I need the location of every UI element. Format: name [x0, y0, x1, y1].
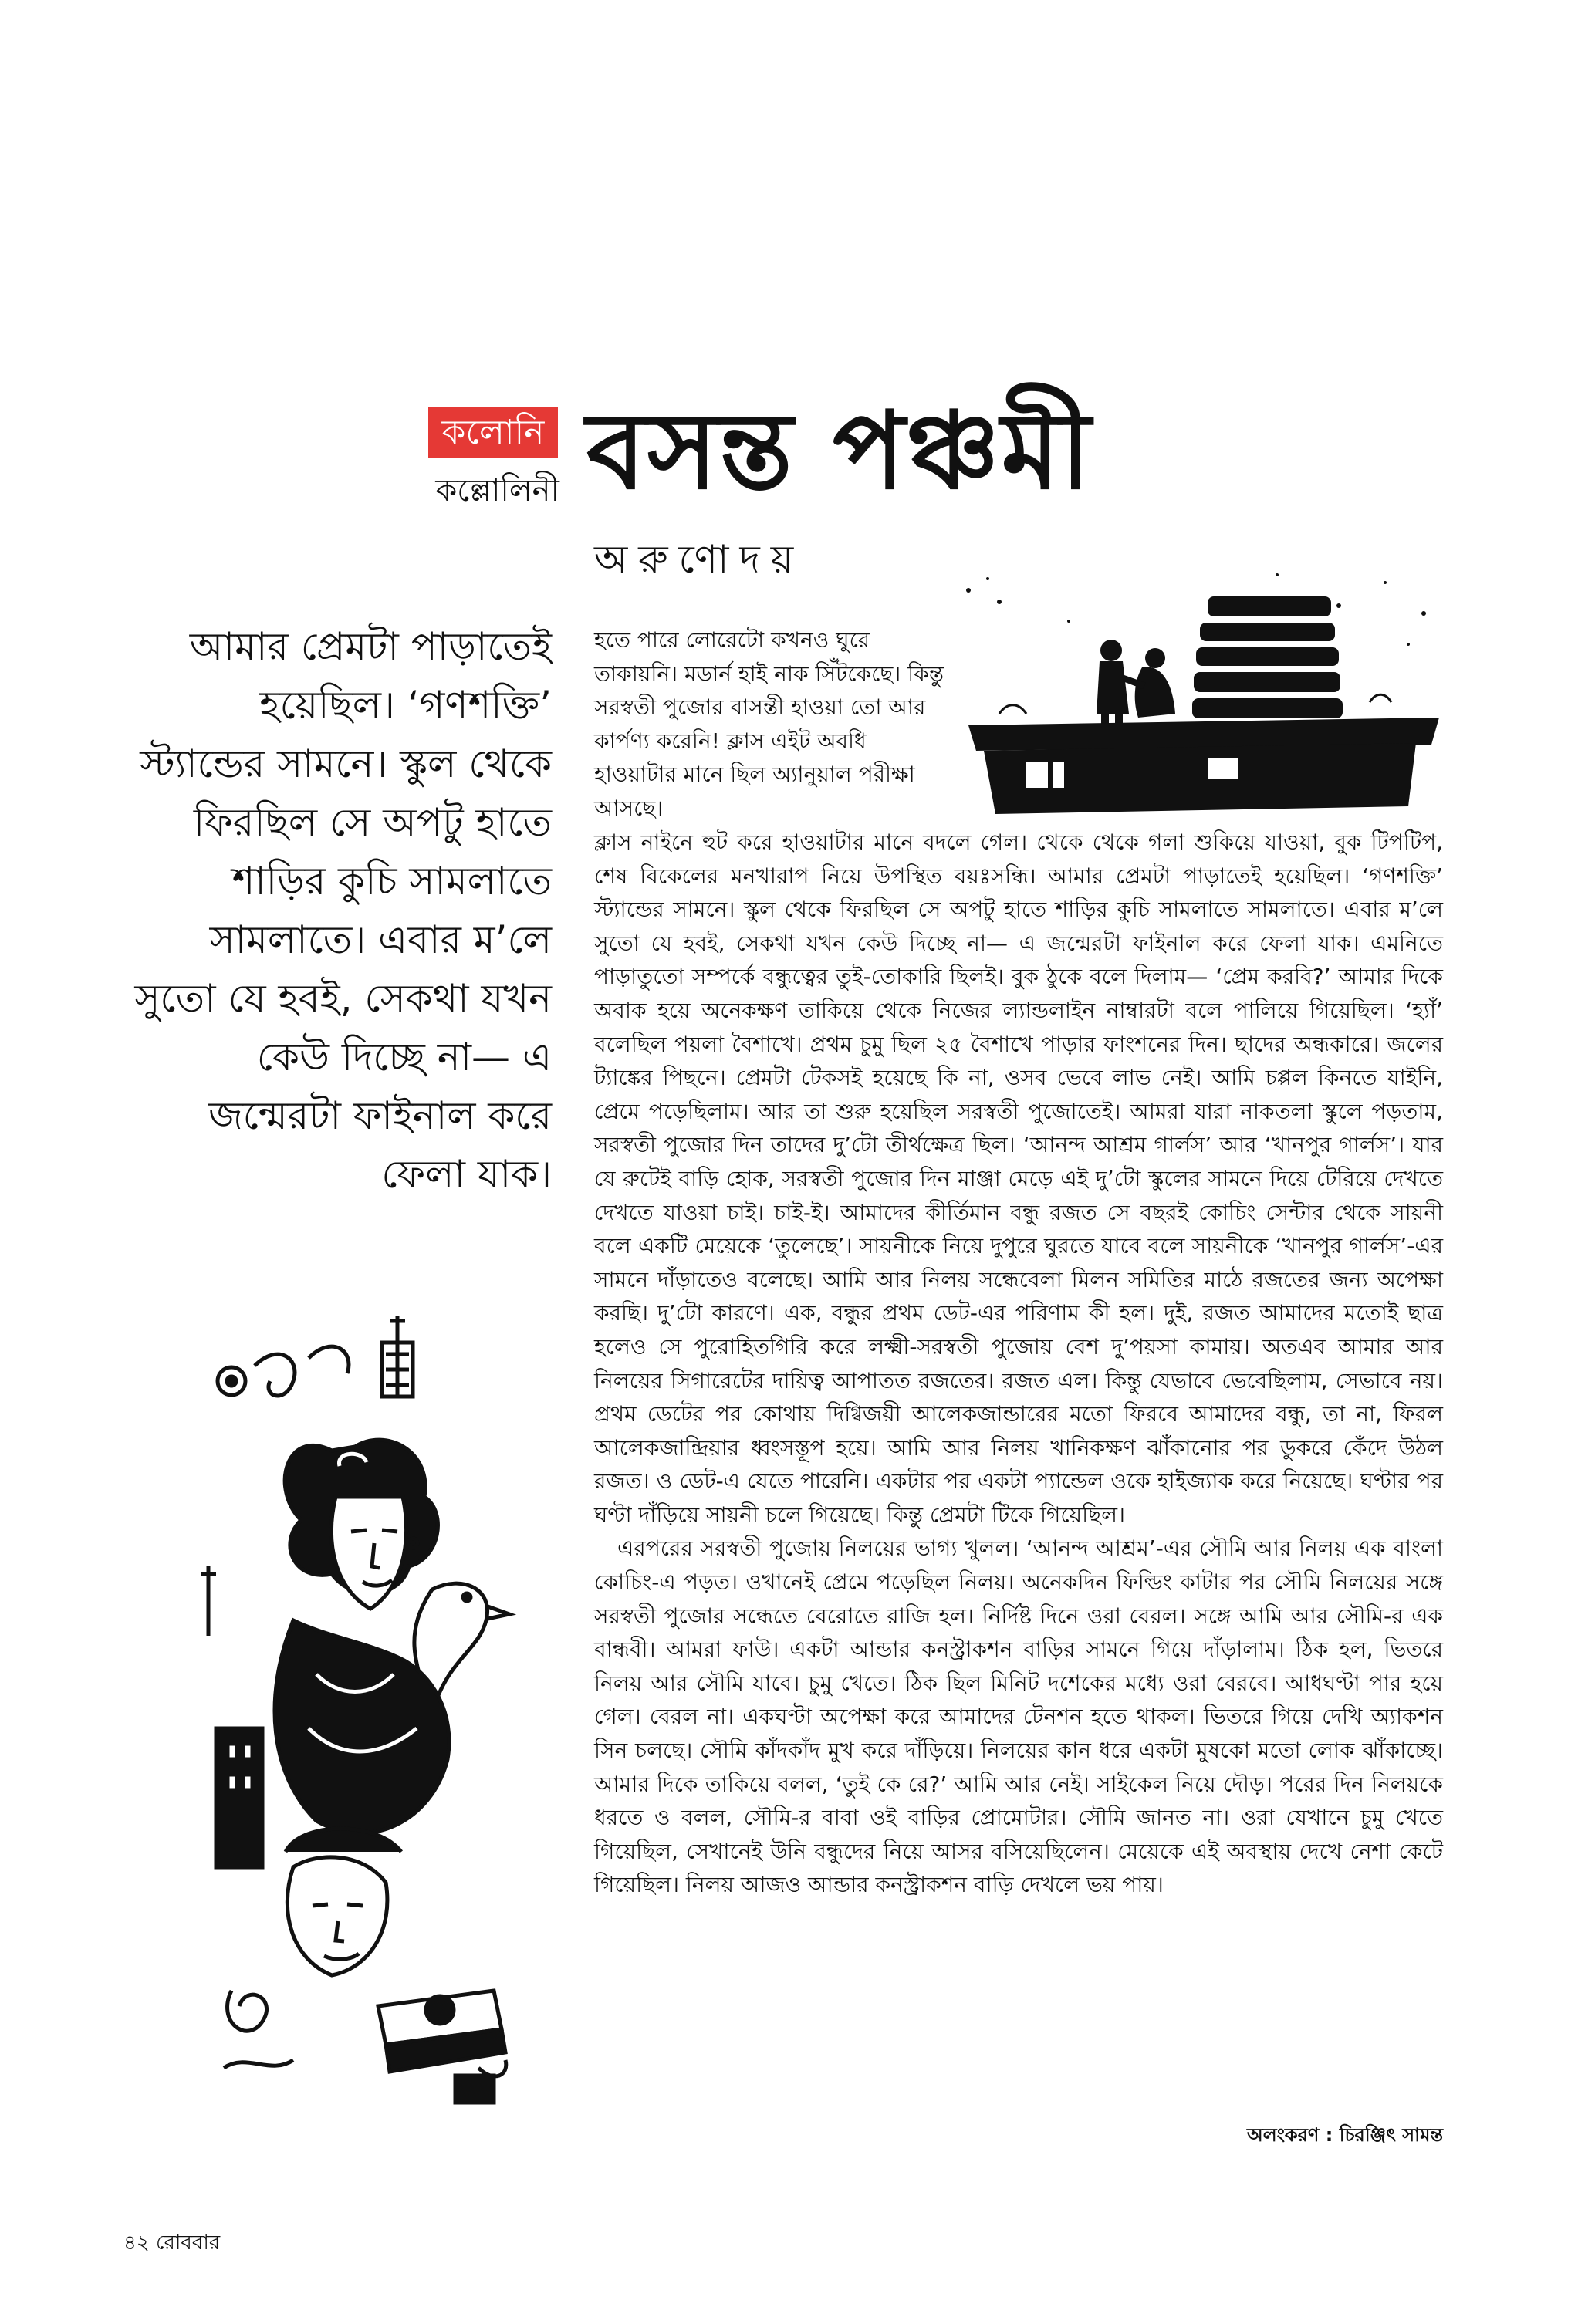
page-folio: ৪২ রোববার [123, 2231, 221, 2255]
byline: অরুণোদয় [594, 537, 805, 582]
woman-and-bird-illustration [201, 1312, 525, 2114]
illustration-credit: অলংকরণ : চিরঞ্জিৎ সামন্ত [1246, 2124, 1443, 2146]
section-subtitle: কল্লোলিনী [435, 473, 559, 508]
article-opening: হতে পারে লোরেটো কখনও ঘুরে তাকায়নি। মডার্ন হাই নাক সিঁটকেছে। কিন্তু সরস্বতী পুজোর বাসন্তী হাওয়া তো আর কার্পণ্য করেনি! ক্লাস এইট অবধি হাওয়াটার মানে ছিল অ্যানুয়াল পরীক্ষা আসছে। [594, 627, 944, 821]
article-paragraph: এরপরের সরস্বতী পুজোয় নিলয়ের ভাগ্য খুলল। ‘আনন্দ আশ্রম’-এর সৌমি আর নিলয় এক বাংলা কোচিং-এ পড়ত। ওখানেই প্রেমে পড়েছিল নিলয়। অনেকদিন ফিল্ডিং কাটার পর সৌমি নিলয়ের সঙ্গে সরস্বতী পুজোর সন্ধেতে বেরোতে রাজি হল। নির্দিষ্ট দিনে ওরা বেরল। সঙ্গে আমি আর সৌমি-র এক বান্ধবী। আমরা ফাউ। একটা আন্ডার কনস্ট্রাকশন বাড়ির সামনে গিয়ে দাঁড়ালাম। ঠিক হল, ভিতরে নিলয় আর সৌমি যাবে। চুমু খেতে। ঠিক ছিল মিনিট দশেকের মধ্যে ওরা বেরবে। আধঘণ্টা পার হয়ে গেল। বেরল না। একঘণ্টা অপেক্ষা করে আমাদের টেনশন হতে থাকল। ভিতরে গিয়ে দেখি অ্যাকশন সিন চলছে। সৌমি কাঁদকাঁদ মুখ করে দাঁড়িয়ে। নিলয়ের কান ধরে একটা মুষকো মতো লোক ঝাঁকাচ্ছে। আমার দিকে তাকিয়ে বলল, ‘তুই কে রে?’ আমি আর নেই। সাইকেল নিয়ে দৌড়। পরের দিন নিলয়কে ধরতে ও বলল, সৌমি-র বাবা ওই বাড়ির প্রোমোটার। সৌমি জানত না। ওরা যেখানে চুমু খেতে গিয়েছিল, সেখানেই উনি বন্ধুদের নিয়ে আসর বসিয়েছিলেন। মেয়েকে এই অবস্থায় দেখে নেশা কেটে গিয়েছিল। নিলয় আজও আন্ডার কনস্ট্রাকশন বাড়ি দেখলে ভয় পায়। [594, 1535, 1443, 1898]
section-tag: কলোনি [428, 407, 558, 458]
article-paragraph: ক্লাস নাইনে হুট করে হাওয়াটার মানে বদলে গেল। থেকে থেকে গলা শুকিয়ে যাওয়া, বুক টিপটিপ, শেষ বিকেলের মনখারাপ নিয়ে উপস্থিত বয়ঃসন্ধি। আমার প্রেমটা পাড়াতেই হয়েছিল। ‘গণশক্তি’ স্ট্যান্ডের সামনে। স্কুল থেকে ফিরছিল সে অপটু হাতে শাড়ির কুচি সামলাতে সামলাতে। এবার ম’লে সুতো যে হবই, সেকথা যখন কেউ দিচ্ছে না— এ জন্মেরটা ফাইনাল করে ফেলা যাক। এমনিতে পাড়াতুতো সম্পর্কে বন্ধুত্বের তুই-তোকারি ছিলই। বুক ঠুকে বলে দিলাম— ‘প্রেম করবি?’ আমার দিকে অবাক হয়ে অনেকক্ষণ তাকিয়ে থেকে নিজের ল্যান্ডলাইন নাম্বারটা বলে পালিয়ে গিয়েছিল। ‘হ্যাঁ’ বলেছিল পয়লা বৈশাখে। প্রথম চুমু ছিল ২৫ বৈশাখে পাড়ার ফাংশনের দিন। ছাদের অন্ধকারে। জলের ট্যাঙ্কের পিছনে। প্রেমটা টেকসই হয়েছে কি না, ওসব ভেবে লাভ নেই। আমি চপ্পল কিনতে যাইনি, প্রেমে পড়েছিলাম। আর তা শুরু হয়েছিল সরস্বতী পুজোতেই। আমরা যারা নাকতলা স্কুলে পড়তাম, সরস্বতী পুজোর দিন তাদের দু’টো তীর্থক্ষেত্র ছিল। ‘আনন্দ আশ্রম গার্লস’ আর ‘খানপুর গার্লস’। যার যে রুটেই বাড়ি হোক, সরস্বতী পুজোর দিন মাঞ্জা মেড়ে এই দু’টো স্কুলের সামনে দিয়ে টেরিয়ে দেখতে দেখতে যাওয়া চাই। চাই-ই। আমাদের কীর্তিমান বন্ধু রজত সে বছরই কোচিং সেন্টার থেকে সায়নী বলে একটি মেয়েকে ‘তুলেছে’। সায়নীকে নিয়ে দুপুরে ঘুরতে যাবে বলে সায়নীকে ‘খানপুর গার্লস’-এর সামনে দাঁড়াতেও বলেছে। আমি আর নিলয় সন্ধেবেলা মিলন সমিতির মাঠে রজতের জন্য অপেক্ষা করছি। দু’টো কারণে। এক, বন্ধুর প্রথম ডেট-এর পরিণাম কী হল। দুই, রজত আমাদের মতোই ছাত্র হলেও সে পুরোহিতগিরি করে লক্ষ্মী-সরস্বতী পুজোয় বেশ দু’পয়সা কামায়। অতএব আমার আর নিলয়ের সিগারেটের দায়িত্ব আপাতত রজতের। রজত এল। কিন্তু যেভাবে ভেবেছিলাম, সেভাবে নয়। প্রথম ডেটের পর কোথায় দিগ্বিজয়ী আলেকজান্ডারের মতো ফিরবে আমাদের বন্ধু, তা না, ফিরল আলেকজান্দ্রিয়ার ধ্বংসস্তূপ হয়ে। আমি আর নিলয় খানিকক্ষণ ঝাঁকানোর পর ডুকরে কেঁদে উঠল রজত। ও ডেট-এ যেতে পারেনি। একটার পর একটা প্যান্ডেল ওকে হাইজ্যাক করে নিয়েছে। ঘণ্টার পর ঘণ্টা দাঁড়িয়ে সায়নী চলে গিয়েছে। কিন্তু প্রেমটা টিকে গিয়েছিল। [594, 829, 1443, 1528]
pull-quote: আমার প্রেমটা পাড়াতেই হয়েছিল। ‘গণশক্তি’ স্ট্যান্ডের সামনে। স্কুল থেকে ফিরছিল সে অপটু হাতে শাড়ির কুচি সামলাতে সামলাতে। এবার ম’লে সুতো যে হবই, সেকথা যখন কেউ দিচ্ছে না— এ জন্মেরটা ফাইনাল করে ফেলা যাক। [134, 624, 552, 1197]
rooftop-couple-illustration [953, 559, 1447, 818]
headline: বসন্ত পঞ্চমী [586, 389, 1093, 513]
article-body [594, 826, 1443, 1902]
